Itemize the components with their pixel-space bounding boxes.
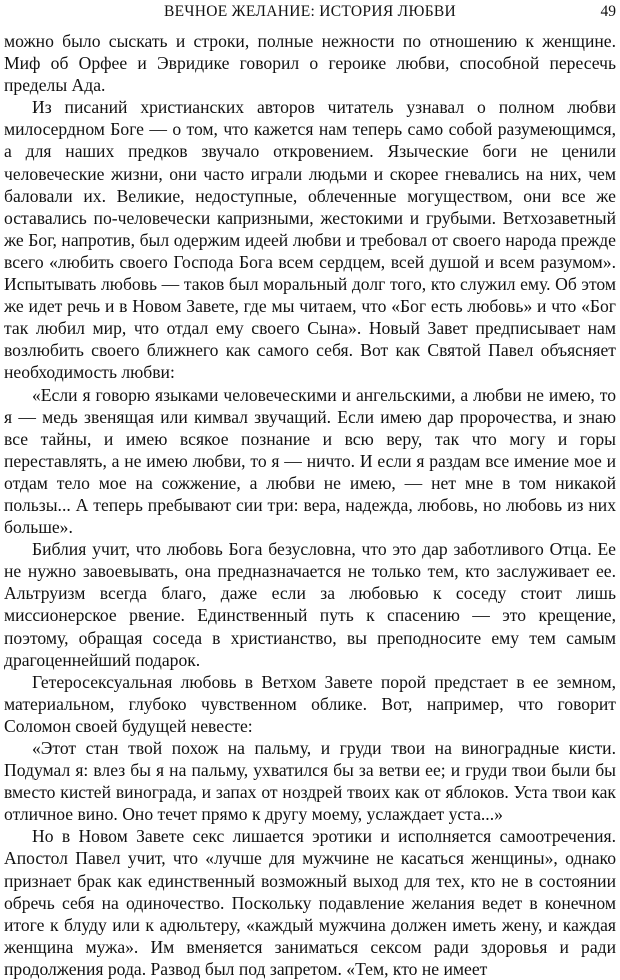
page-body: [4, 30, 616, 980]
page-number: 49: [600, 3, 616, 20]
paragraph: Но в Новом Завете секс лишается эротики и исполняется самоотречения. Апостол Павел учит, что «лучше для мужчине не касаться женщины», однако признает брак как единственный возможный выход для тех, кто не в состоянии обречь себя на одиночество. Поскольку подавление желания ведет в конечном итоге к блуду или к адюльтеру, «каждый мужчина должен иметь жену, и каждая женщина мужа». Им вменяется заниматься сексом ради здоровья и ради продолжения рода. Развод был под запретом. «Тем, кто не имеет: [4, 826, 616, 979]
paragraph: Гетеросексуальная любовь в Ветхом Завете порой предстает в ее земном, материальном, глубоко чувственном облике. Вот, например, что говорит Соломон своей будущей невесте:: [4, 671, 616, 736]
page-header: [0, 3, 620, 25]
paragraph: Из писаний христианских авторов читатель узнавал о полном любви милосердном Боге — о том, что кажется нам теперь само собой разумеющимся, а для наших предков звучало откровением. Языческие боги не ценили человеческие жизни, они часто играли людьми и скорее гневались на них, чем баловали их. Великие, недоступные, облеченные могуществом, они все же оставались по-человечески капризными, жестокими и грубыми. Ветхозаветный же Бог, напротив, был одержим идеей любви и требовал от своего народа прежде всего «любить своего Господа Бога всем сердцем, всей душой и всем разумом». Испытывать любовь — таков был моральный долг того, кто служил ему. Об этом же идет речь и в Новом Завете, где мы читаем, что «Бог есть любовь» и что «Бог так любил мир, что отдал ему своего Сына». Новый Завет предписывает нам возлюбить своего ближнего как самого себя. Вот как Святой Павел объясняет необходимость любви:: [4, 97, 616, 383]
running-head: ВЕЧНОЕ ЖЕЛАНИЕ: ИСТОРИЯ ЛЮБВИ: [163, 3, 457, 20]
quotation-paragraph: «Этот стан твой похож на пальму, и груди твои на виноградные кисти. Подумал я: влез бы я на пальму, ухватился бы за ветви ее; и груди твои были бы вместо кистей винограда, и запах от ноздрей твоих как от яблоков. Уста твои как отличное вино. Оно течет прямо к другу моему, услаждает уста...»: [4, 738, 616, 825]
quotation-paragraph: «Если я говорю языками человеческими и ангельскими, а любви не имею, то я — медь звенящая или кимвал звучащий. Если имею дар пророчества, и знаю все тайны, и имею всякое познание и всю веру, так что могу и горы переставлять, а не имею любви, то я — ничто. И если я раздам все имение мое и отдам тело мое на сожжение, а любви не имею, — нет мне в том никакой пользы... А теперь пребывают сии три: вера, надежда, любовь, но любовь из них больше».: [4, 384, 616, 538]
paragraph: Библия учит, что любовь Бога безусловна, что это дар заботливого Отца. Ее не нужно завоевывать, она предназначается не только тем, кто заслуживает ее. Альтруизм всегда благо, даже если за любовью к соседу стоит лишь миссионерское рвение. Единственный путь к спасению — это крещение, поэтому, обращая соседа в христианство, вы преподносите ему тем самым драгоценнейший подарок.: [4, 539, 616, 670]
paragraph-continuation: можно было сыскать и строки, полные нежности по отношению к женщине. Миф об Орфее и Эвридике говорил о героике любви, способной пересечь пределы Ада.: [4, 31, 616, 96]
